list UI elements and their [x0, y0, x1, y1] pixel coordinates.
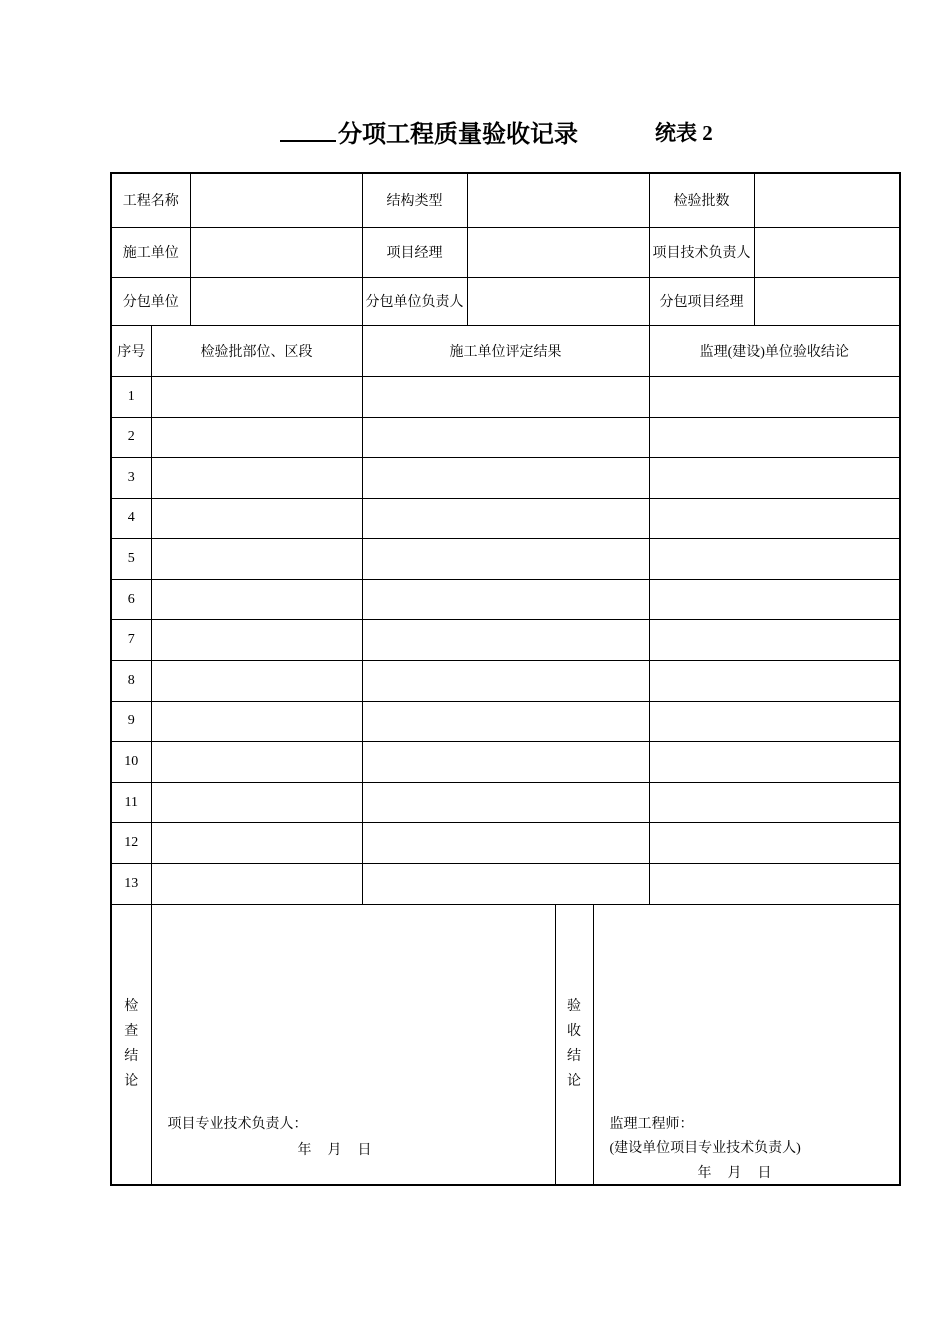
page-title: [280, 114, 578, 149]
project-name-field[interactable]: [190, 173, 362, 227]
row-supervisor-conclusion-field[interactable]: [649, 620, 900, 661]
row-location-field[interactable]: [151, 417, 362, 458]
row-supervisor-conclusion-field[interactable]: [649, 823, 900, 864]
project-manager-field[interactable]: [467, 227, 649, 277]
contractor-tech-lead-signature: 项目专业技术负责人：: [167, 1116, 308, 1132]
row-location-field[interactable]: [151, 742, 362, 783]
contractor-sign-date: 年 月 日: [297, 1142, 373, 1158]
batch-count-field[interactable]: [754, 173, 900, 227]
row-location-field[interactable]: [151, 661, 362, 702]
check-char: 查: [124, 1024, 139, 1040]
row-contractor-result-field[interactable]: [362, 579, 649, 620]
contractor-field[interactable]: [190, 227, 362, 277]
project-manager-label: 项目经理: [362, 227, 467, 277]
row-seq: 1: [111, 376, 151, 417]
table-row: [111, 539, 900, 580]
title-blank-line[interactable]: [280, 120, 336, 142]
table-row: [111, 498, 900, 539]
table-row: [111, 376, 900, 417]
row-supervisor-conclusion-field[interactable]: [649, 579, 900, 620]
row-contractor-result-field[interactable]: [362, 458, 649, 499]
table-row: [111, 782, 900, 823]
row-location-field[interactable]: [151, 458, 362, 499]
info-row-1: [111, 173, 900, 227]
table-row: [111, 823, 900, 864]
sub-lead-field[interactable]: [467, 277, 649, 325]
row-location-field[interactable]: [151, 376, 362, 417]
row-seq: 6: [111, 579, 151, 620]
row-location-field[interactable]: [151, 539, 362, 580]
row-seq: 7: [111, 620, 151, 661]
subcontractor-field[interactable]: [190, 277, 362, 325]
row-contractor-result-field[interactable]: [362, 498, 649, 539]
row-seq: 9: [111, 701, 151, 742]
batch-count-label: 检验批数: [649, 173, 754, 227]
row-seq: 2: [111, 417, 151, 458]
row-supervisor-conclusion-field[interactable]: [649, 417, 900, 458]
row-contractor-result-field[interactable]: [362, 782, 649, 823]
row-supervisor-conclusion-field[interactable]: [649, 864, 900, 905]
title-text: 分项工程质量验收记录: [338, 122, 578, 148]
accept-char: 论: [567, 1074, 581, 1090]
check-conclusion-text: [124, 994, 138, 1094]
accept-char: 收: [567, 1024, 581, 1040]
row-supervisor-conclusion-field[interactable]: [649, 742, 900, 783]
row-location-field[interactable]: [151, 701, 362, 742]
row-supervisor-conclusion-field[interactable]: [649, 539, 900, 580]
project-name-label: 工程名称: [111, 173, 190, 227]
check-char: 结: [124, 1049, 139, 1065]
row-location-field[interactable]: [151, 498, 362, 539]
row-supervisor-conclusion-field[interactable]: [649, 701, 900, 742]
supervisor-conclusion-header: 监理(建设)单位验收结论: [649, 325, 900, 376]
table-row: [111, 864, 900, 905]
row-location-field[interactable]: [151, 823, 362, 864]
row-contractor-result-field[interactable]: [362, 823, 649, 864]
check-conclusion-field[interactable]: [151, 904, 555, 1185]
row-seq: 13: [111, 864, 151, 905]
row-contractor-result-field[interactable]: [362, 417, 649, 458]
check-char: 论: [124, 1074, 139, 1090]
table-row: [111, 417, 900, 458]
location-header: 检验批部位、区段: [151, 325, 362, 376]
form-number: 统表 2: [655, 121, 713, 145]
check-conclusion-label: [111, 904, 151, 1185]
row-supervisor-conclusion-field[interactable]: [649, 376, 900, 417]
row-seq: 11: [111, 782, 151, 823]
row-seq: 12: [111, 823, 151, 864]
table-row: [111, 661, 900, 702]
row-location-field[interactable]: [151, 620, 362, 661]
data-rows: [111, 376, 900, 904]
row-location-field[interactable]: [151, 864, 362, 905]
check-char: 检: [124, 999, 139, 1015]
row-supervisor-conclusion-field[interactable]: [649, 661, 900, 702]
row-location-field[interactable]: [151, 579, 362, 620]
tech-lead-label: 项目技术负责人: [649, 227, 754, 277]
row-contractor-result-field[interactable]: [362, 864, 649, 905]
table-row: [111, 458, 900, 499]
table-row: [111, 742, 900, 783]
conclusion-row: [111, 904, 900, 1185]
row-seq: 8: [111, 661, 151, 702]
structure-type-label: 结构类型: [362, 173, 467, 227]
row-contractor-result-field[interactable]: [362, 620, 649, 661]
row-seq: 4: [111, 498, 151, 539]
row-seq: 3: [111, 458, 151, 499]
supervisor-sign-date: 年 月 日: [697, 1165, 773, 1181]
acceptance-conclusion-label: [555, 904, 593, 1185]
inspection-form-table: [110, 172, 901, 1186]
table-row: [111, 579, 900, 620]
sub-pm-field[interactable]: [754, 277, 900, 325]
info-row-3: [111, 277, 900, 325]
accept-char: 验: [567, 999, 581, 1015]
owner-tech-lead-signature: (建设单位项目专业技术负责人): [609, 1140, 801, 1156]
row-supervisor-conclusion-field[interactable]: [649, 498, 900, 539]
acceptance-conclusion-field[interactable]: [593, 904, 900, 1185]
row-seq: 5: [111, 539, 151, 580]
table-row: [111, 620, 900, 661]
contractor-label: 施工单位: [111, 227, 190, 277]
sub-lead-label: 分包单位负责人: [362, 277, 467, 325]
row-contractor-result-field[interactable]: [362, 661, 649, 702]
info-row-2: [111, 227, 900, 277]
row-contractor-result-field[interactable]: [362, 742, 649, 783]
row-contractor-result-field[interactable]: [362, 539, 649, 580]
subcontractor-label: 分包单位: [111, 277, 190, 325]
contractor-result-header: 施工单位评定结果: [362, 325, 649, 376]
row-supervisor-conclusion-field[interactable]: [649, 782, 900, 823]
structure-type-field[interactable]: [467, 173, 649, 227]
row-seq: 10: [111, 742, 151, 783]
tech-lead-field[interactable]: [754, 227, 900, 277]
row-contractor-result-field[interactable]: [362, 701, 649, 742]
row-contractor-result-field[interactable]: [362, 376, 649, 417]
row-supervisor-conclusion-field[interactable]: [649, 458, 900, 499]
column-header-row: [111, 325, 900, 376]
table-row: [111, 701, 900, 742]
row-location-field[interactable]: [151, 782, 362, 823]
acceptance-conclusion-text: [567, 994, 581, 1094]
sub-pm-label: 分包项目经理: [649, 277, 754, 325]
seq-header: 序号: [111, 325, 151, 376]
supervisor-engineer-signature: 监理工程师：: [609, 1116, 694, 1132]
accept-char: 结: [567, 1049, 581, 1065]
